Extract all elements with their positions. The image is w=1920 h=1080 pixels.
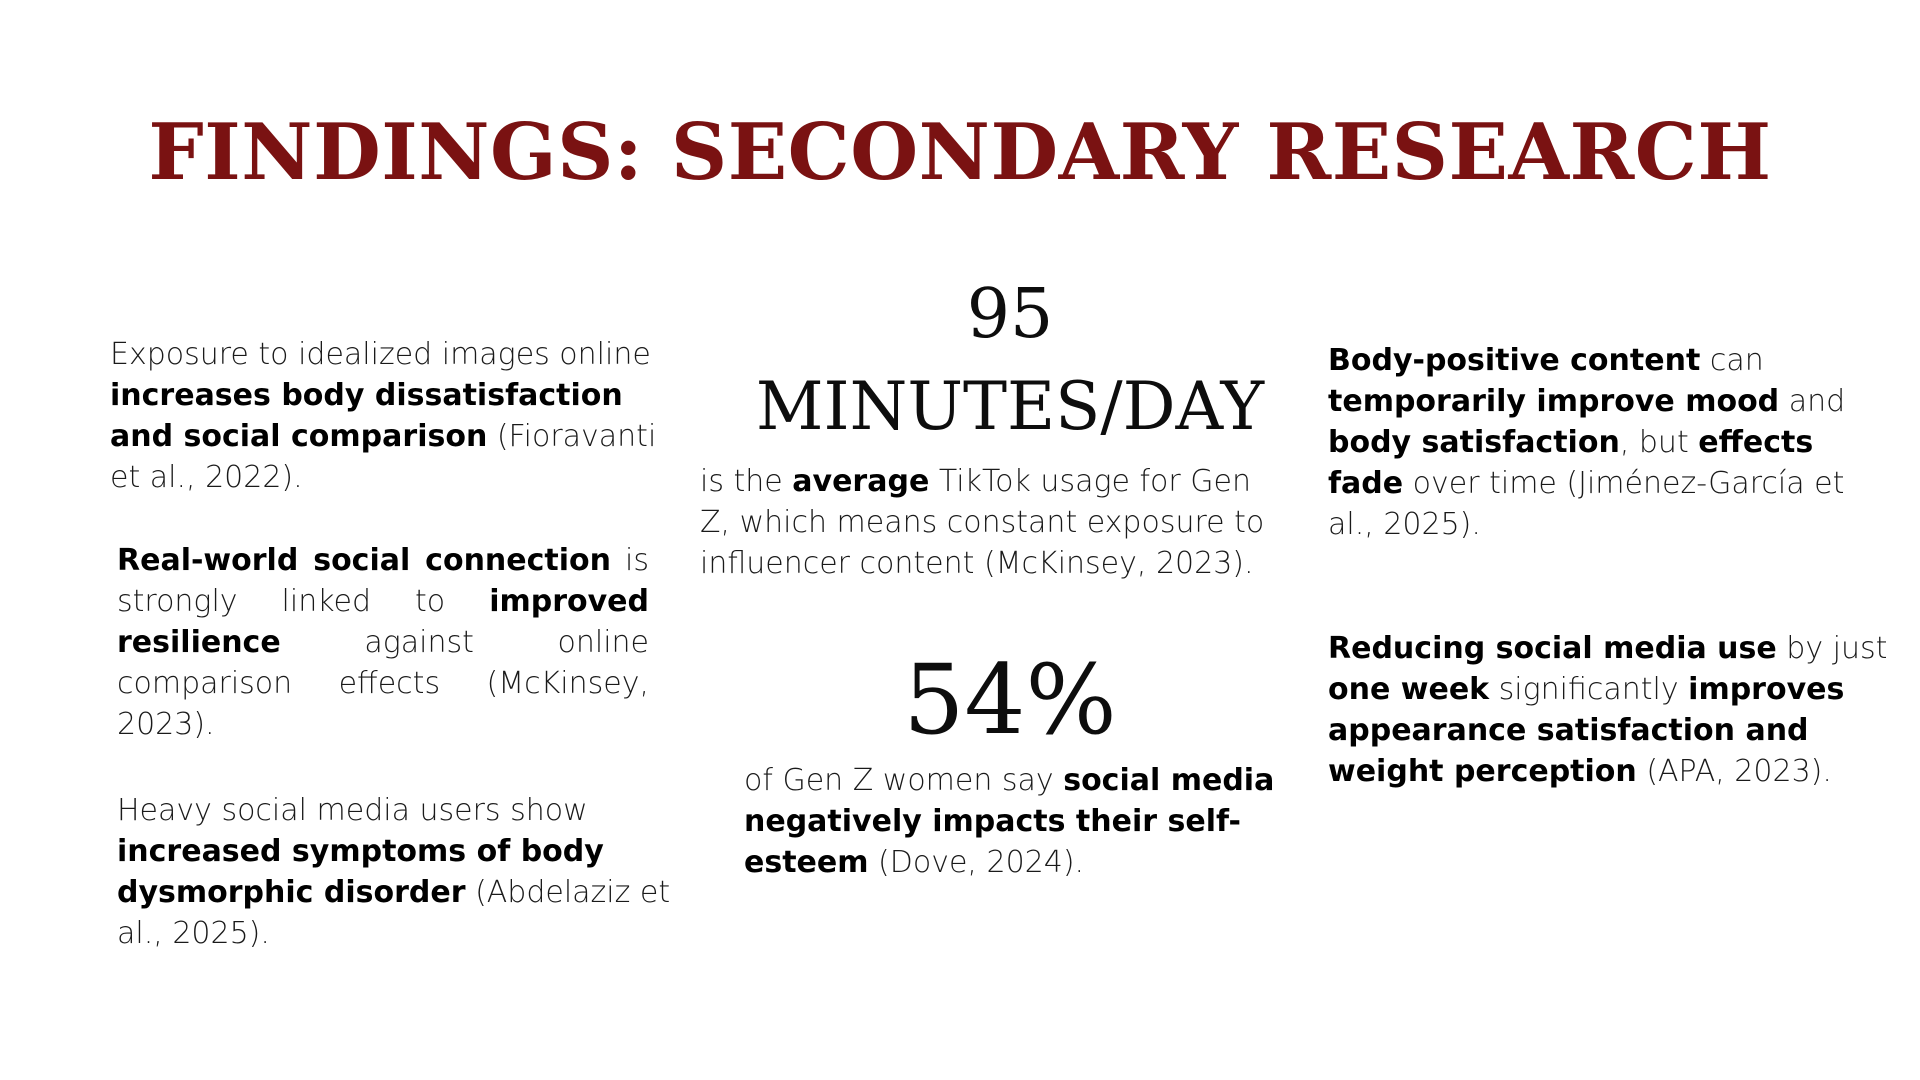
stat-minutes-unit: MINUTES/DAY: [755, 368, 1265, 445]
emphasis-text: temporarily improve mood: [1328, 384, 1780, 419]
body-text: significantly: [1489, 672, 1689, 707]
emphasis-text: Reducing social media use: [1328, 631, 1777, 666]
body-text: TikTok usage for Gen Z, which means constant exposure to influencer content (McKinsey, 2023).: [700, 464, 1265, 581]
finding-reducing-use: [1328, 628, 1888, 792]
body-text: over time (Jiménez-García et al., 2025).: [1328, 466, 1845, 542]
body-text: is the: [700, 464, 793, 499]
body-text: Heavy social media users show: [117, 793, 588, 828]
body-text: Exposure to idealized images online: [110, 337, 651, 372]
emphasis-text: one week: [1328, 672, 1490, 707]
stat-percent-number: 54%: [903, 644, 1117, 756]
body-text: against online comparison effects (McKinsey, 2023).: [117, 625, 649, 742]
finding-idealized-images: [110, 334, 670, 498]
emphasis-text: social media negatively impacts their self-esteem: [744, 763, 1275, 880]
finding-body-positive: [1328, 340, 1888, 545]
body-text: is strongly linked to: [117, 543, 649, 619]
emphasis-text: Body-positive content: [1328, 343, 1701, 378]
body-text: and: [1779, 384, 1846, 419]
stat-minutes-number: 95: [966, 275, 1054, 354]
body-text: (Abdelaziz et al., 2025).: [117, 875, 671, 951]
stat-minutes-description: [700, 461, 1270, 584]
emphasis-text: improved resilience: [117, 584, 649, 660]
page-title: FINDINGS: SECONDARY RESEARCH: [148, 107, 1772, 198]
finding-social-connection: [117, 540, 649, 745]
body-text: can: [1700, 343, 1764, 378]
emphasis-text: improves appearance satisfaction and weight perception: [1328, 672, 1845, 789]
emphasis-text: effects fade: [1328, 425, 1814, 501]
emphasis-text: increases body dissatisfaction and social comparison: [110, 378, 623, 454]
body-text: (Fioravanti et al., 2022).: [110, 419, 657, 495]
emphasis-text: Real-world social connection: [117, 543, 612, 578]
body-text: (APA, 2023).: [1636, 754, 1832, 789]
body-text: of Gen Z women say: [744, 763, 1064, 798]
stat-percent-description: [744, 760, 1304, 883]
emphasis-text: increased symptoms of body dysmorphic disorder: [117, 834, 604, 910]
emphasis-text: average: [792, 464, 930, 499]
body-text: (Dove, 2024).: [868, 845, 1085, 880]
body-text: by just: [1776, 631, 1888, 666]
finding-body-dysmorphia: [117, 790, 677, 954]
emphasis-text: body satisfaction: [1328, 425, 1620, 460]
body-text: , but: [1619, 425, 1699, 460]
